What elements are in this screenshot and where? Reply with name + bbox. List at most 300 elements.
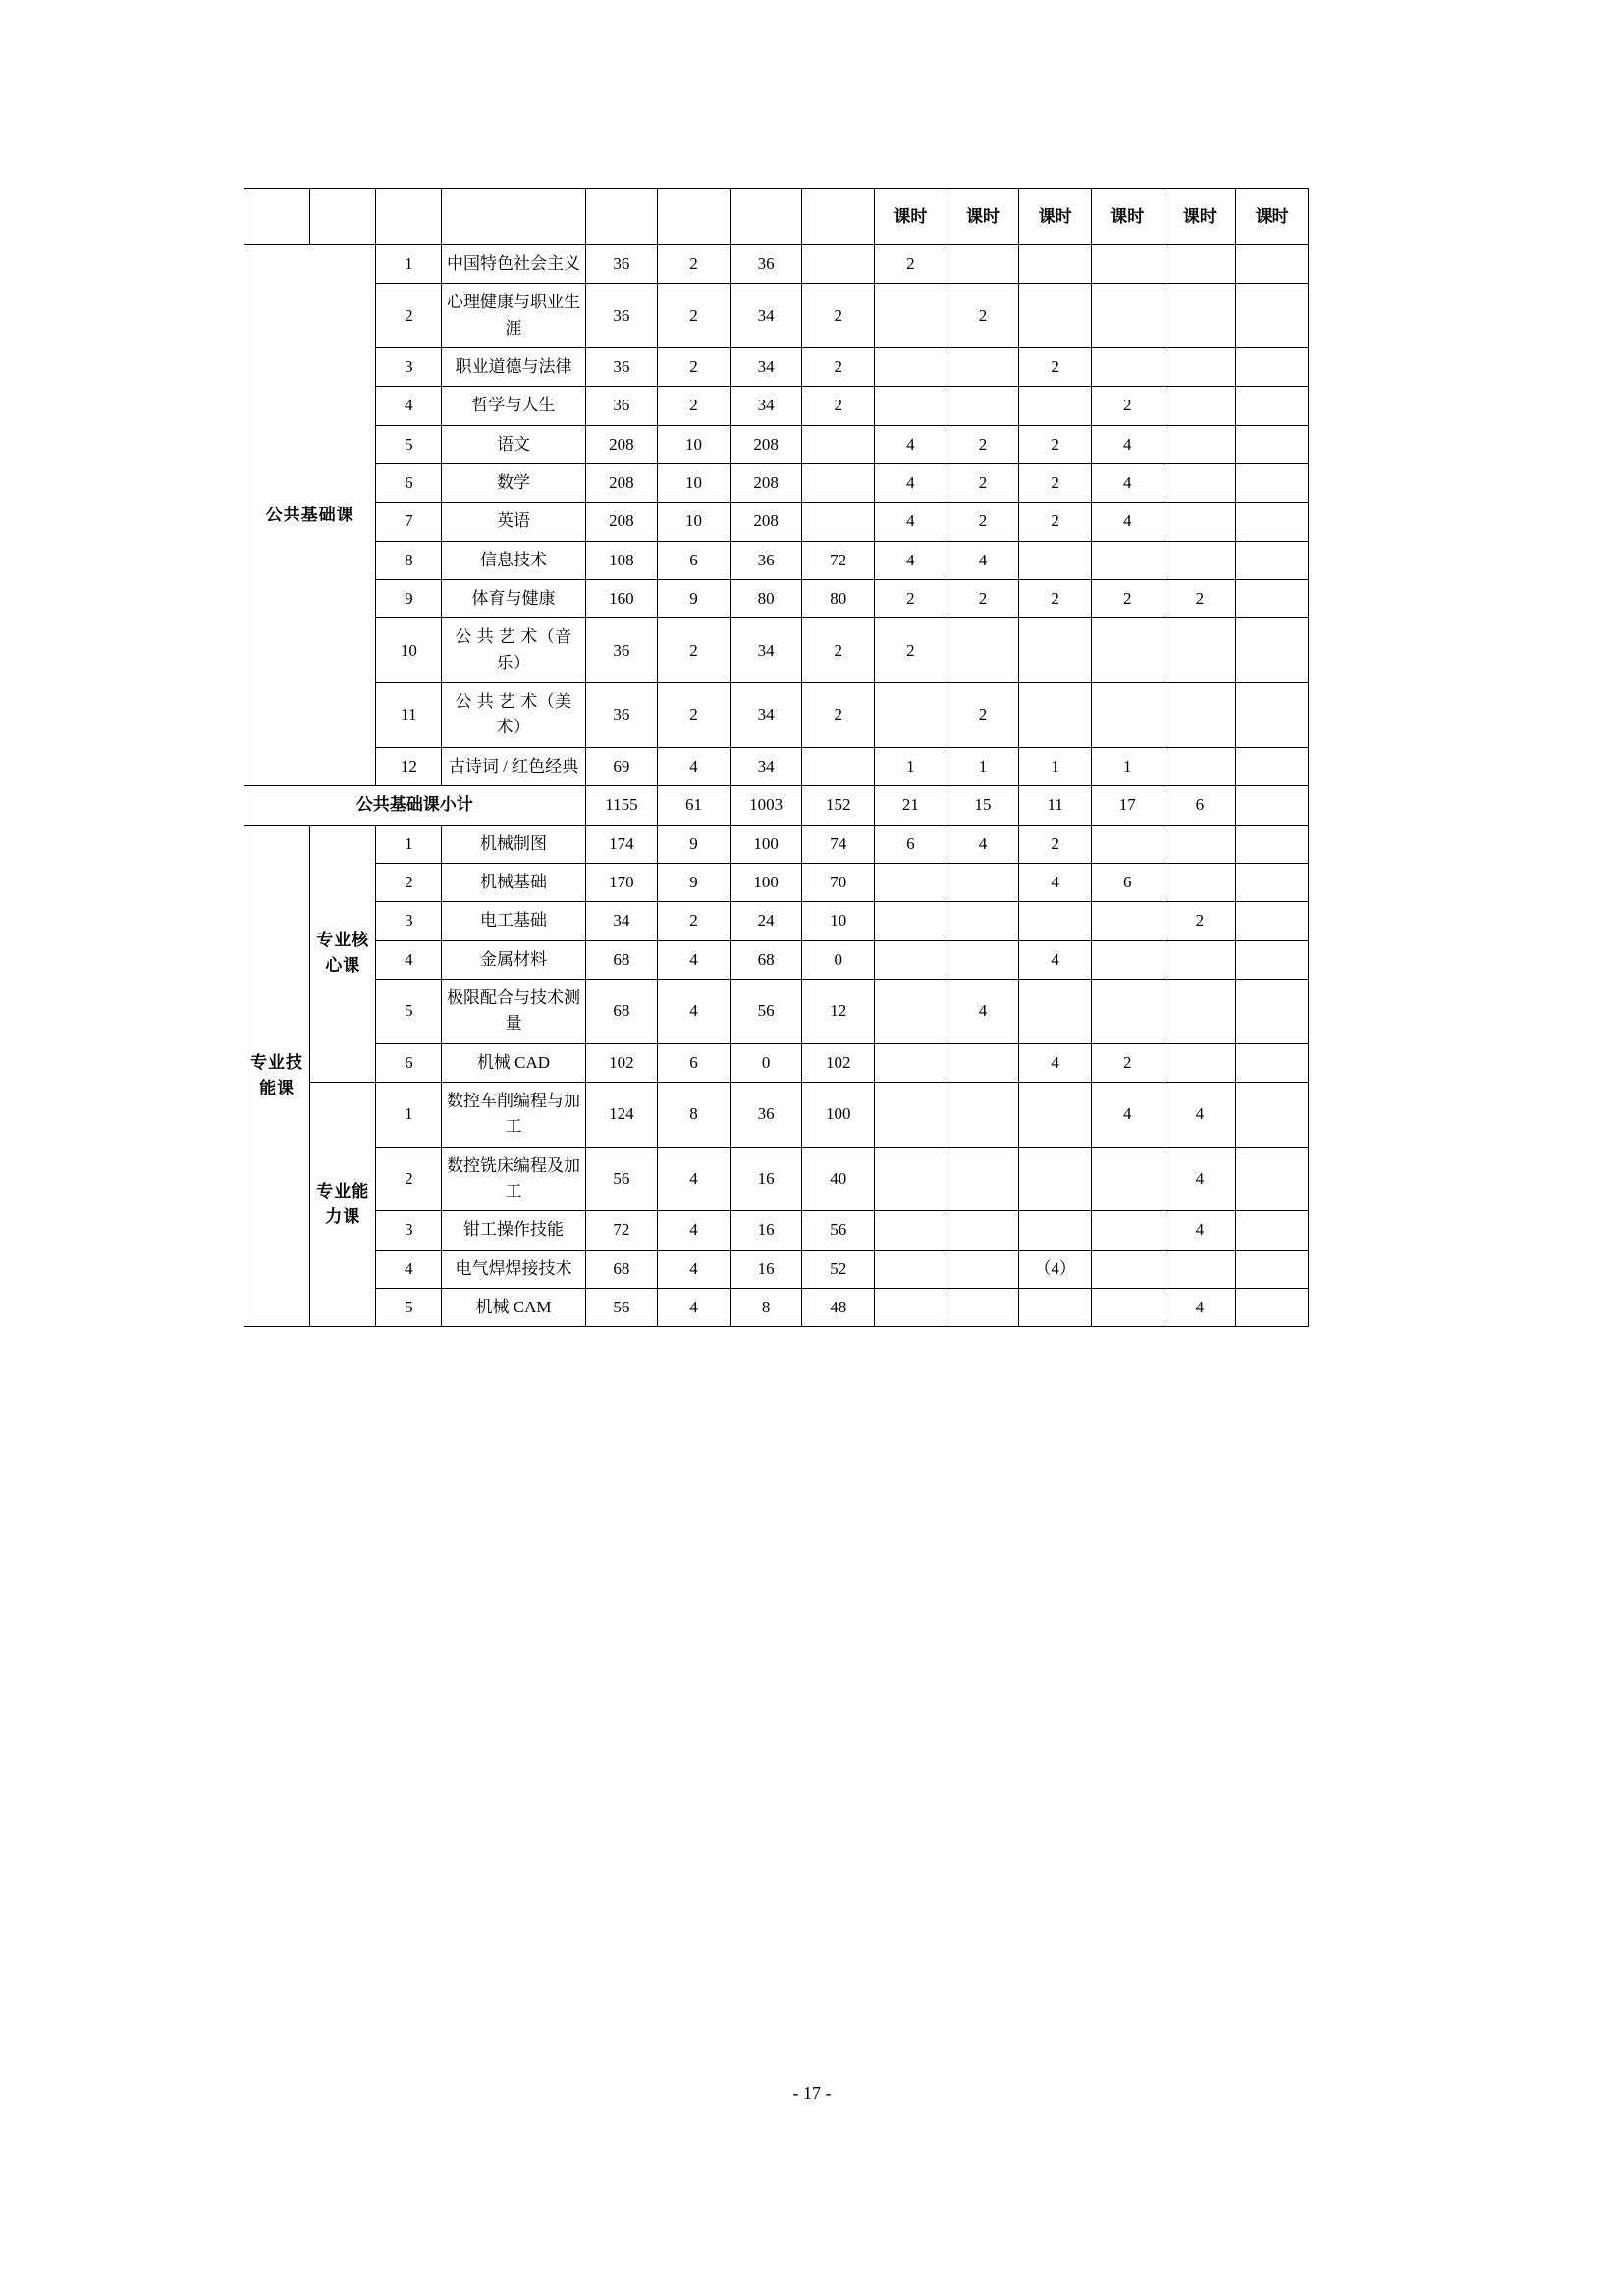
total-hours: 102 (585, 1043, 658, 1082)
term-3: 4 (1019, 940, 1092, 979)
term-6 (1236, 825, 1309, 863)
term-4 (1091, 1250, 1164, 1288)
credits: 9 (658, 825, 731, 863)
table-row (244, 940, 1309, 979)
credits: 4 (658, 1288, 731, 1326)
row-no: 12 (376, 747, 442, 785)
practice-hours: 48 (802, 1288, 875, 1326)
row-no: 8 (376, 541, 442, 579)
credits: 4 (658, 940, 731, 979)
total-hours: 170 (585, 863, 658, 901)
term-2 (947, 387, 1019, 425)
term-4 (1091, 940, 1164, 979)
row-no: 3 (376, 348, 442, 387)
term-5 (1164, 348, 1236, 387)
term-4 (1091, 1288, 1164, 1326)
header-blank-total (585, 189, 658, 245)
term-4 (1091, 618, 1164, 683)
theory-hours: 34 (730, 747, 802, 785)
practice-hours (802, 425, 875, 463)
term-6 (1236, 1211, 1309, 1250)
practice-hours (802, 245, 875, 284)
term-4: 2 (1091, 1043, 1164, 1082)
term-6 (1236, 245, 1309, 284)
row-no: 4 (376, 940, 442, 979)
credits: 2 (658, 683, 731, 748)
table-row (244, 683, 1309, 748)
practice-hours: 2 (802, 348, 875, 387)
theory-hours: 80 (730, 580, 802, 618)
row-no: 9 (376, 580, 442, 618)
subtotal-theory-hours: 1003 (730, 786, 802, 825)
term-6 (1236, 863, 1309, 901)
term-6 (1236, 1250, 1309, 1288)
subtotal-term-5: 6 (1164, 786, 1236, 825)
header-blank-credit (658, 189, 731, 245)
credits: 2 (658, 348, 731, 387)
term-6 (1236, 618, 1309, 683)
term-2: 1 (947, 747, 1019, 785)
subtotal-term-6 (1236, 786, 1309, 825)
credits: 4 (658, 1147, 731, 1211)
credits: 2 (658, 387, 731, 425)
table-row (244, 618, 1309, 683)
subgroup-label-core: 专业核心课 (310, 825, 376, 1082)
term-2 (947, 1211, 1019, 1250)
term-3: 2 (1019, 425, 1092, 463)
total-hours: 124 (585, 1082, 658, 1147)
term-6 (1236, 464, 1309, 503)
term-6 (1236, 387, 1309, 425)
subtotal-term-1: 21 (875, 786, 947, 825)
total-hours: 208 (585, 425, 658, 463)
header-blank-practice (802, 189, 875, 245)
practice-hours (802, 464, 875, 503)
term-5: 4 (1164, 1147, 1236, 1211)
term-5 (1164, 503, 1236, 541)
row-no: 2 (376, 284, 442, 348)
term-1 (875, 1147, 947, 1211)
table-row (244, 1288, 1309, 1326)
term-4 (1091, 1147, 1164, 1211)
term-6 (1236, 348, 1309, 387)
practice-hours: 70 (802, 863, 875, 901)
term-4 (1091, 902, 1164, 940)
term-6 (1236, 580, 1309, 618)
course-name: 机械 CAD (442, 1043, 585, 1082)
credits: 4 (658, 1211, 731, 1250)
term-5 (1164, 940, 1236, 979)
term-2: 4 (947, 825, 1019, 863)
term-6 (1236, 1288, 1309, 1326)
term-1 (875, 863, 947, 901)
term-1: 1 (875, 747, 947, 785)
total-hours: 208 (585, 503, 658, 541)
course-name: 极限配合与技术测量 (442, 979, 585, 1043)
term-6 (1236, 902, 1309, 940)
group-label-vocational: 专业技能课 (244, 825, 310, 1327)
term-5 (1164, 387, 1236, 425)
term-2 (947, 1288, 1019, 1326)
term-1 (875, 1082, 947, 1147)
term-4: 4 (1091, 1082, 1164, 1147)
term-2 (947, 1147, 1019, 1211)
practice-hours: 10 (802, 902, 875, 940)
practice-hours: 102 (802, 1043, 875, 1082)
total-hours: 174 (585, 825, 658, 863)
term-1 (875, 284, 947, 348)
term-3: 2 (1019, 503, 1092, 541)
course-name: 金属材料 (442, 940, 585, 979)
row-no: 5 (376, 979, 442, 1043)
term-2 (947, 348, 1019, 387)
practice-hours: 74 (802, 825, 875, 863)
term-4: 2 (1091, 387, 1164, 425)
total-hours: 36 (585, 284, 658, 348)
total-hours: 208 (585, 464, 658, 503)
table-row (244, 348, 1309, 387)
practice-hours: 2 (802, 284, 875, 348)
term-2 (947, 245, 1019, 284)
practice-hours: 56 (802, 1211, 875, 1250)
credits: 2 (658, 902, 731, 940)
term-2 (947, 1082, 1019, 1147)
course-name: 体育与健康 (442, 580, 585, 618)
total-hours: 36 (585, 683, 658, 748)
table-row (244, 1043, 1309, 1082)
course-name: 中国特色社会主义 (442, 245, 585, 284)
term-4 (1091, 1211, 1164, 1250)
row-no: 2 (376, 1147, 442, 1211)
term-1: 6 (875, 825, 947, 863)
row-no: 11 (376, 683, 442, 748)
term-5 (1164, 284, 1236, 348)
table-row (244, 425, 1309, 463)
term-3 (1019, 284, 1092, 348)
practice-hours: 12 (802, 979, 875, 1043)
term-6 (1236, 1147, 1309, 1211)
total-hours: 36 (585, 618, 658, 683)
term-1: 4 (875, 425, 947, 463)
term-4: 4 (1091, 503, 1164, 541)
term-5 (1164, 863, 1236, 901)
term-5 (1164, 541, 1236, 579)
term-4 (1091, 245, 1164, 284)
subtotal-label: 公共基础课小计 (244, 786, 586, 825)
theory-hours: 34 (730, 683, 802, 748)
theory-hours: 208 (730, 425, 802, 463)
table-row (244, 1211, 1309, 1250)
subgroup-label-ability: 专业能力课 (310, 1082, 376, 1326)
row-no: 7 (376, 503, 442, 541)
term-1: 4 (875, 503, 947, 541)
table-row (244, 1082, 1309, 1147)
term-5 (1164, 464, 1236, 503)
total-hours: 34 (585, 902, 658, 940)
term-6 (1236, 503, 1309, 541)
term-2 (947, 618, 1019, 683)
practice-hours: 80 (802, 580, 875, 618)
theory-hours: 100 (730, 863, 802, 901)
header-blank-name (442, 189, 585, 245)
theory-hours: 208 (730, 503, 802, 541)
theory-hours: 16 (730, 1211, 802, 1250)
term-1 (875, 1043, 947, 1082)
theory-hours: 56 (730, 979, 802, 1043)
term-2: 2 (947, 503, 1019, 541)
total-hours: 108 (585, 541, 658, 579)
theory-hours: 34 (730, 284, 802, 348)
theory-hours: 34 (730, 387, 802, 425)
term-5 (1164, 245, 1236, 284)
row-no: 5 (376, 425, 442, 463)
page-number: - 17 - (792, 2083, 832, 2103)
curriculum-table-wrapper (244, 188, 1309, 1327)
course-name: 信息技术 (442, 541, 585, 579)
term-5 (1164, 618, 1236, 683)
credits: 6 (658, 541, 731, 579)
table-row (244, 1147, 1309, 1211)
term-2 (947, 902, 1019, 940)
practice-hours: 52 (802, 1250, 875, 1288)
total-hours: 36 (585, 245, 658, 284)
term-5: 4 (1164, 1082, 1236, 1147)
course-name: 公 共 艺 术（美术） (442, 683, 585, 748)
term-1: 4 (875, 464, 947, 503)
theory-hours: 0 (730, 1043, 802, 1082)
course-name: 语文 (442, 425, 585, 463)
credits: 6 (658, 1043, 731, 1082)
term-4 (1091, 825, 1164, 863)
term-6 (1236, 541, 1309, 579)
practice-hours: 2 (802, 387, 875, 425)
term-3 (1019, 683, 1092, 748)
term-5 (1164, 825, 1236, 863)
practice-hours: 100 (802, 1082, 875, 1147)
term-3: 4 (1019, 1043, 1092, 1082)
term-4: 1 (1091, 747, 1164, 785)
theory-hours: 36 (730, 1082, 802, 1147)
term-3 (1019, 1082, 1092, 1147)
header-term-2: 课时 (947, 189, 1019, 245)
credits: 10 (658, 425, 731, 463)
theory-hours: 36 (730, 541, 802, 579)
credits: 4 (658, 1250, 731, 1288)
table-row (244, 825, 1309, 863)
total-hours: 68 (585, 940, 658, 979)
practice-hours (802, 747, 875, 785)
term-2 (947, 863, 1019, 901)
credits: 2 (658, 284, 731, 348)
credits: 4 (658, 747, 731, 785)
course-name: 钳工操作技能 (442, 1211, 585, 1250)
term-3: 2 (1019, 825, 1092, 863)
term-4 (1091, 683, 1164, 748)
term-1 (875, 1288, 947, 1326)
row-no: 2 (376, 863, 442, 901)
term-1 (875, 683, 947, 748)
term-3 (1019, 1211, 1092, 1250)
term-3: （4） (1019, 1250, 1092, 1288)
term-1 (875, 1250, 947, 1288)
row-no: 3 (376, 1211, 442, 1250)
term-6 (1236, 1043, 1309, 1082)
table-row (244, 541, 1309, 579)
credits: 10 (658, 464, 731, 503)
term-5: 4 (1164, 1288, 1236, 1326)
table-row (244, 863, 1309, 901)
course-name: 机械制图 (442, 825, 585, 863)
course-name: 哲学与人生 (442, 387, 585, 425)
course-name: 公 共 艺 术（音乐） (442, 618, 585, 683)
table-row (244, 387, 1309, 425)
term-3 (1019, 1288, 1092, 1326)
row-no: 4 (376, 1250, 442, 1288)
row-no: 6 (376, 464, 442, 503)
term-1: 2 (875, 580, 947, 618)
curriculum-table (244, 188, 1309, 1327)
course-name: 数控车削编程与加工 (442, 1082, 585, 1147)
term-3: 2 (1019, 348, 1092, 387)
header-term-5: 课时 (1164, 189, 1236, 245)
table-row (244, 1250, 1309, 1288)
term-4 (1091, 979, 1164, 1043)
subtotal-total-hours: 1155 (585, 786, 658, 825)
term-3: 1 (1019, 747, 1092, 785)
term-6 (1236, 425, 1309, 463)
term-4: 2 (1091, 580, 1164, 618)
total-hours: 36 (585, 387, 658, 425)
course-name: 英语 (442, 503, 585, 541)
practice-hours: 72 (802, 541, 875, 579)
term-3 (1019, 979, 1092, 1043)
practice-hours: 40 (802, 1147, 875, 1211)
credits: 4 (658, 979, 731, 1043)
term-6 (1236, 979, 1309, 1043)
group-label-general: 公共基础课 (244, 245, 376, 786)
term-3 (1019, 387, 1092, 425)
table-row (244, 245, 1309, 284)
term-1 (875, 940, 947, 979)
term-1 (875, 348, 947, 387)
theory-hours: 100 (730, 825, 802, 863)
table-row (244, 902, 1309, 940)
theory-hours: 208 (730, 464, 802, 503)
subtotal-practice-hours: 152 (802, 786, 875, 825)
term-6 (1236, 940, 1309, 979)
table-row (244, 464, 1309, 503)
credits: 2 (658, 245, 731, 284)
course-name: 电气焊焊接技术 (442, 1250, 585, 1288)
term-5 (1164, 979, 1236, 1043)
table-row (244, 580, 1309, 618)
term-4 (1091, 541, 1164, 579)
term-4 (1091, 284, 1164, 348)
course-name: 机械基础 (442, 863, 585, 901)
table-row (244, 284, 1309, 348)
row-no: 1 (376, 1082, 442, 1147)
term-3 (1019, 245, 1092, 284)
term-6 (1236, 1082, 1309, 1147)
row-no: 1 (376, 825, 442, 863)
total-hours: 56 (585, 1288, 658, 1326)
course-name: 古诗词 / 红色经典 (442, 747, 585, 785)
term-5 (1164, 683, 1236, 748)
table-row (244, 979, 1309, 1043)
row-no: 4 (376, 387, 442, 425)
course-name: 数控铣床编程及加工 (442, 1147, 585, 1211)
subtotal-term-2: 15 (947, 786, 1019, 825)
term-1: 2 (875, 618, 947, 683)
term-3: 2 (1019, 580, 1092, 618)
row-no: 5 (376, 1288, 442, 1326)
term-1 (875, 979, 947, 1043)
term-5 (1164, 1250, 1236, 1288)
term-1 (875, 1211, 947, 1250)
header-blank-group (244, 189, 310, 245)
credits: 8 (658, 1082, 731, 1147)
header-blank-sub (310, 189, 376, 245)
course-name: 职业道德与法律 (442, 348, 585, 387)
term-5: 4 (1164, 1211, 1236, 1250)
term-5 (1164, 425, 1236, 463)
term-2: 2 (947, 425, 1019, 463)
total-hours: 68 (585, 1250, 658, 1288)
theory-hours: 36 (730, 245, 802, 284)
term-2 (947, 940, 1019, 979)
theory-hours: 24 (730, 902, 802, 940)
row-no: 6 (376, 1043, 442, 1082)
subtotal-term-4: 17 (1091, 786, 1164, 825)
course-name: 机械 CAM (442, 1288, 585, 1326)
term-5: 2 (1164, 580, 1236, 618)
term-2: 4 (947, 979, 1019, 1043)
term-3 (1019, 541, 1092, 579)
total-hours: 36 (585, 348, 658, 387)
header-term-4: 课时 (1091, 189, 1164, 245)
header-term-3: 课时 (1019, 189, 1092, 245)
subtotal-row (244, 786, 1309, 825)
table-row (244, 503, 1309, 541)
term-3 (1019, 902, 1092, 940)
theory-hours: 34 (730, 348, 802, 387)
header-term-6: 课时 (1236, 189, 1309, 245)
term-4: 6 (1091, 863, 1164, 901)
row-no: 3 (376, 902, 442, 940)
term-3: 2 (1019, 464, 1092, 503)
total-hours: 69 (585, 747, 658, 785)
row-no: 10 (376, 618, 442, 683)
term-5 (1164, 747, 1236, 785)
course-name: 数学 (442, 464, 585, 503)
term-3: 4 (1019, 863, 1092, 901)
term-1: 4 (875, 541, 947, 579)
subtotal-term-3: 11 (1019, 786, 1092, 825)
total-hours: 68 (585, 979, 658, 1043)
term-2: 2 (947, 580, 1019, 618)
practice-hours: 2 (802, 618, 875, 683)
subtotal-credits: 61 (658, 786, 731, 825)
term-2: 2 (947, 683, 1019, 748)
row-no: 1 (376, 245, 442, 284)
theory-hours: 16 (730, 1250, 802, 1288)
term-6 (1236, 284, 1309, 348)
term-4: 4 (1091, 425, 1164, 463)
total-hours: 160 (585, 580, 658, 618)
term-4 (1091, 348, 1164, 387)
theory-hours: 16 (730, 1147, 802, 1211)
credits: 2 (658, 618, 731, 683)
